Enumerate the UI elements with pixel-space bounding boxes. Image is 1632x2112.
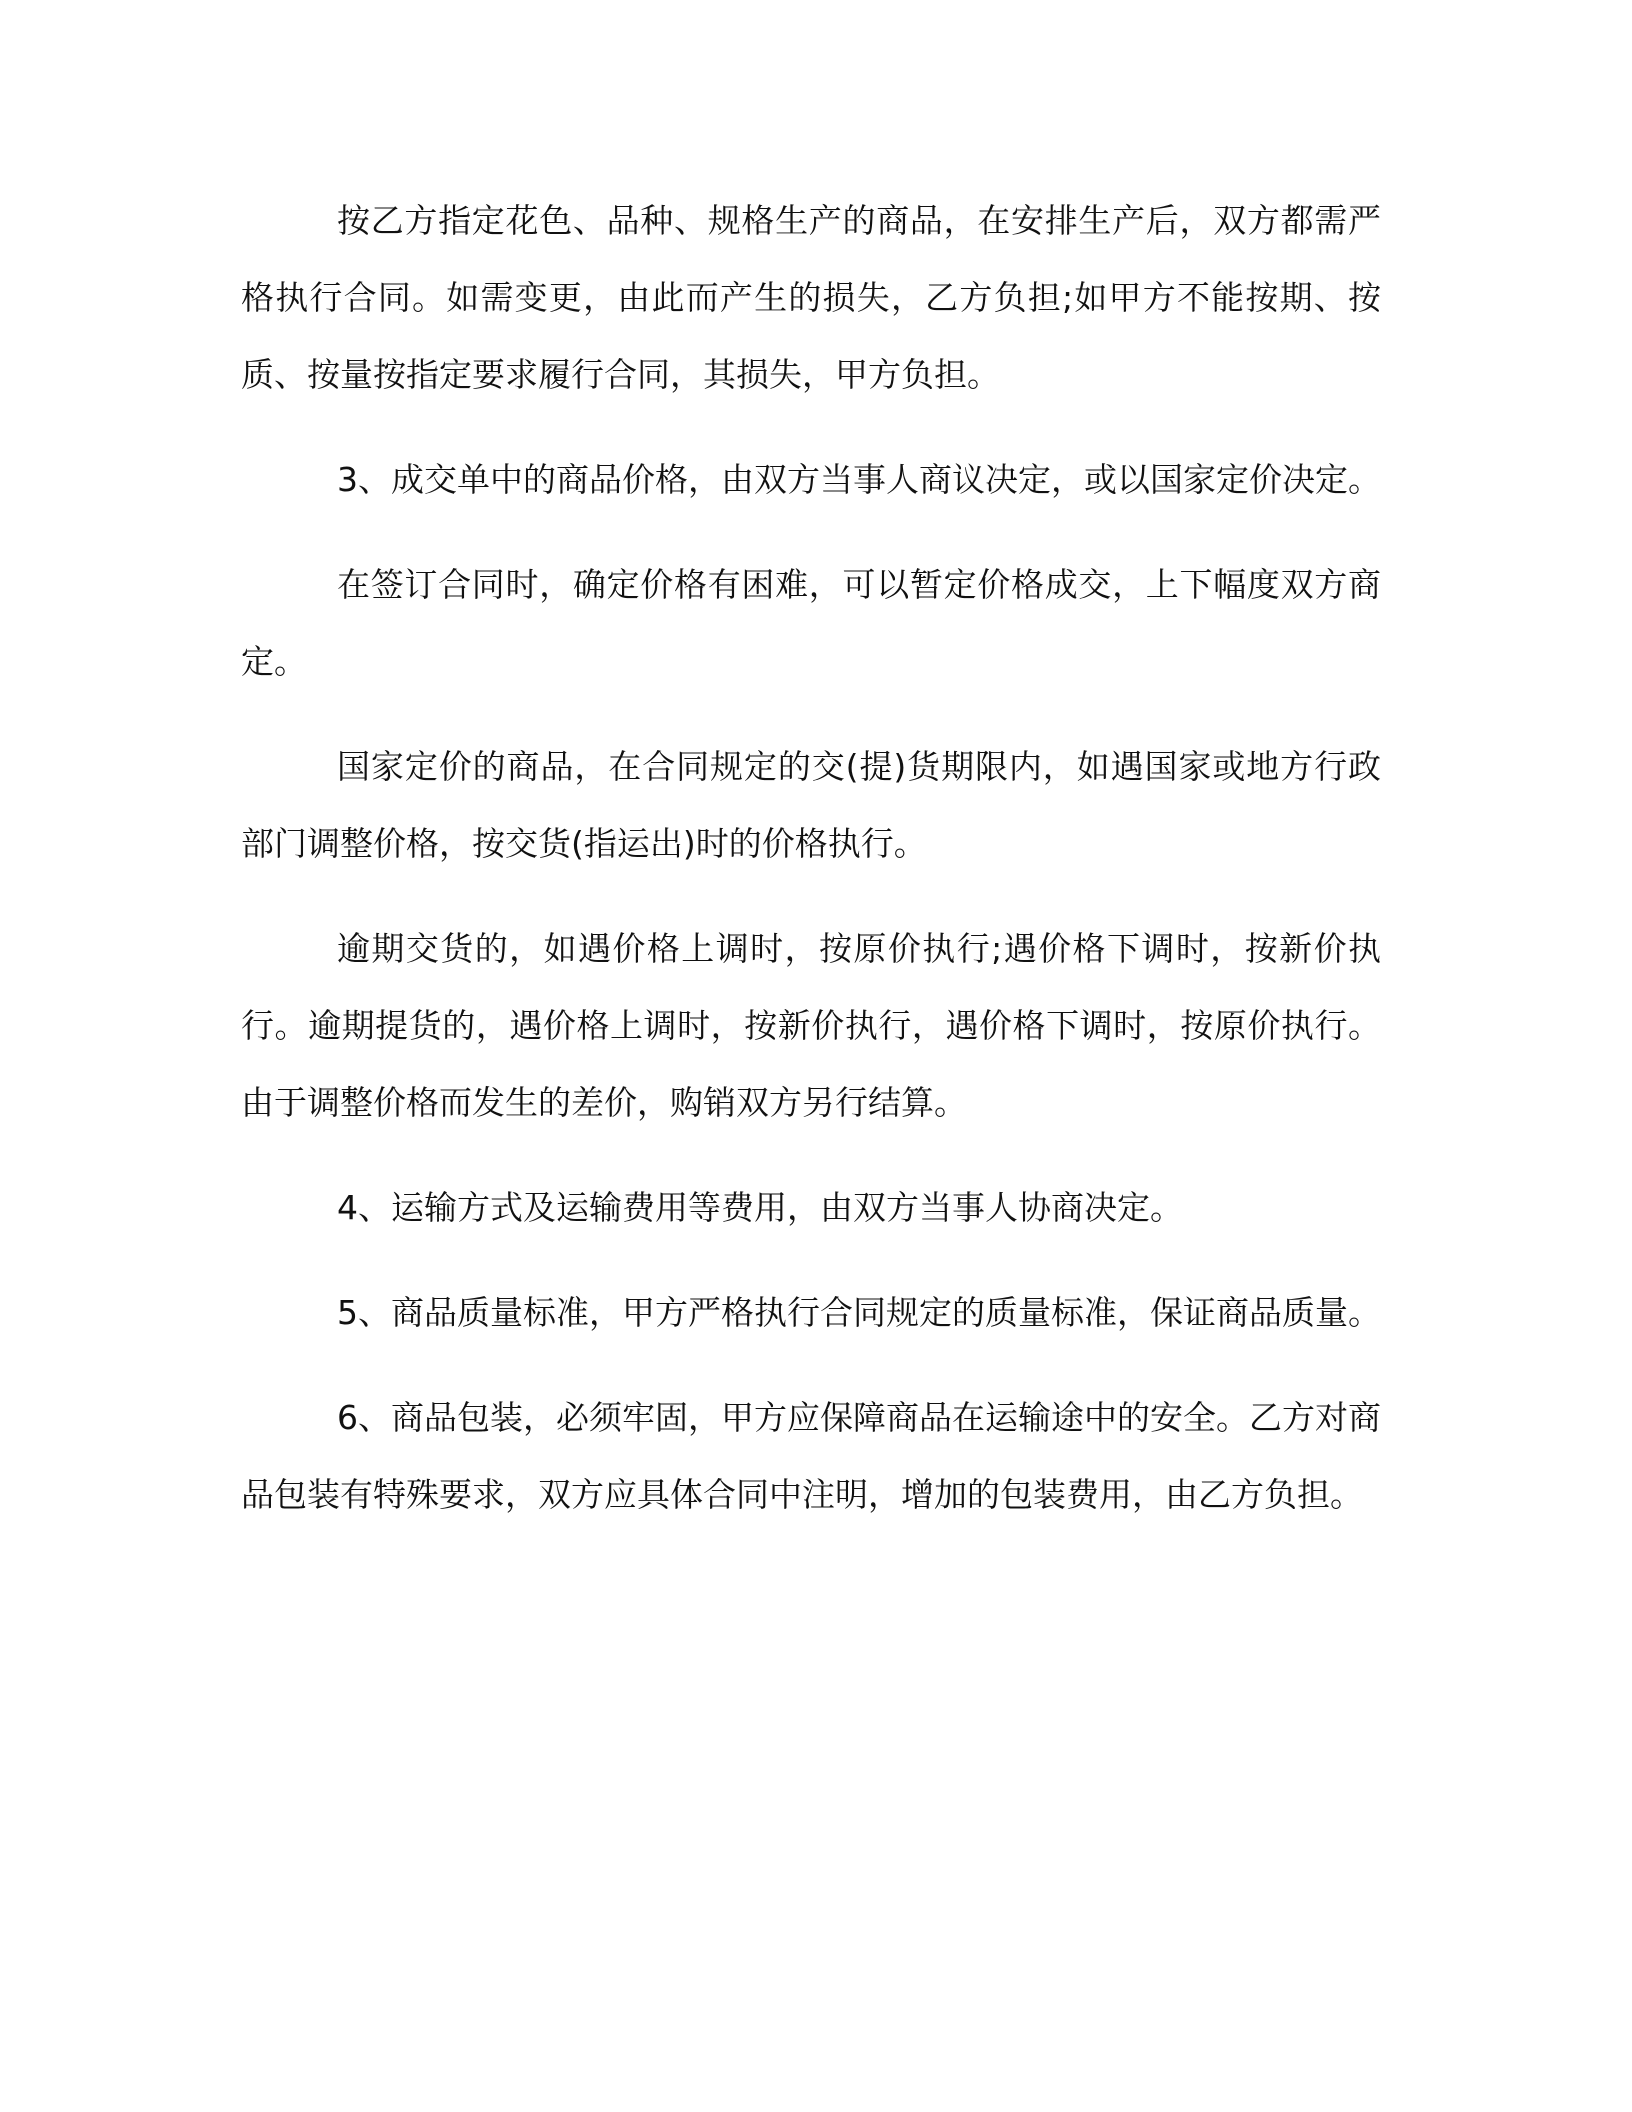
document-body xyxy=(241,182,1381,1533)
paragraph-overdue-delivery: 逾期交货的，如遇价格上调时，按原价执行;遇价格下调时，按新价执行。逾期提货的，遇价格上调时，按新价执行，遇价格下调时，按原价执行。由于调整价格而发生的差价，购销双方另行结算。 xyxy=(241,929,1381,1122)
paragraph-clause-6-packaging: 6、商品包装，必须牢固，甲方应保障商品在运输途中的安全。乙方对商品包装有特殊要求，双方应具体合同中注明，增加的包装费用，由乙方负担。 xyxy=(241,1398,1381,1514)
paragraph-clause-5-quality: 5、商品质量标准，甲方严格执行合同规定的质量标准，保证商品质量。 xyxy=(337,1293,1381,1332)
paragraph-state-pricing: 国家定价的商品，在合同规定的交(提)货期限内，如遇国家或地方行政部门调整价格，按交货(指运出)时的价格执行。 xyxy=(241,747,1381,863)
paragraph-clause-3-price: 3、成交单中的商品价格，由双方当事人商议决定，或以国家定价决定。 xyxy=(337,460,1381,499)
paragraph-clause-4-transport: 4、运输方式及运输费用等费用，由双方当事人协商决定。 xyxy=(337,1188,1183,1227)
paragraph-provisional-price: 在签订合同时，确定价格有困难，可以暂定价格成交，上下幅度双方商定。 xyxy=(241,565,1381,681)
paragraph-custom-production: 按乙方指定花色、品种、规格生产的商品，在安排生产后，双方都需严格执行合同。如需变更，由此而产生的损失，乙方负担;如甲方不能按期、按质、按量按指定要求履行合同，其损失，甲方负担。 xyxy=(241,201,1381,394)
